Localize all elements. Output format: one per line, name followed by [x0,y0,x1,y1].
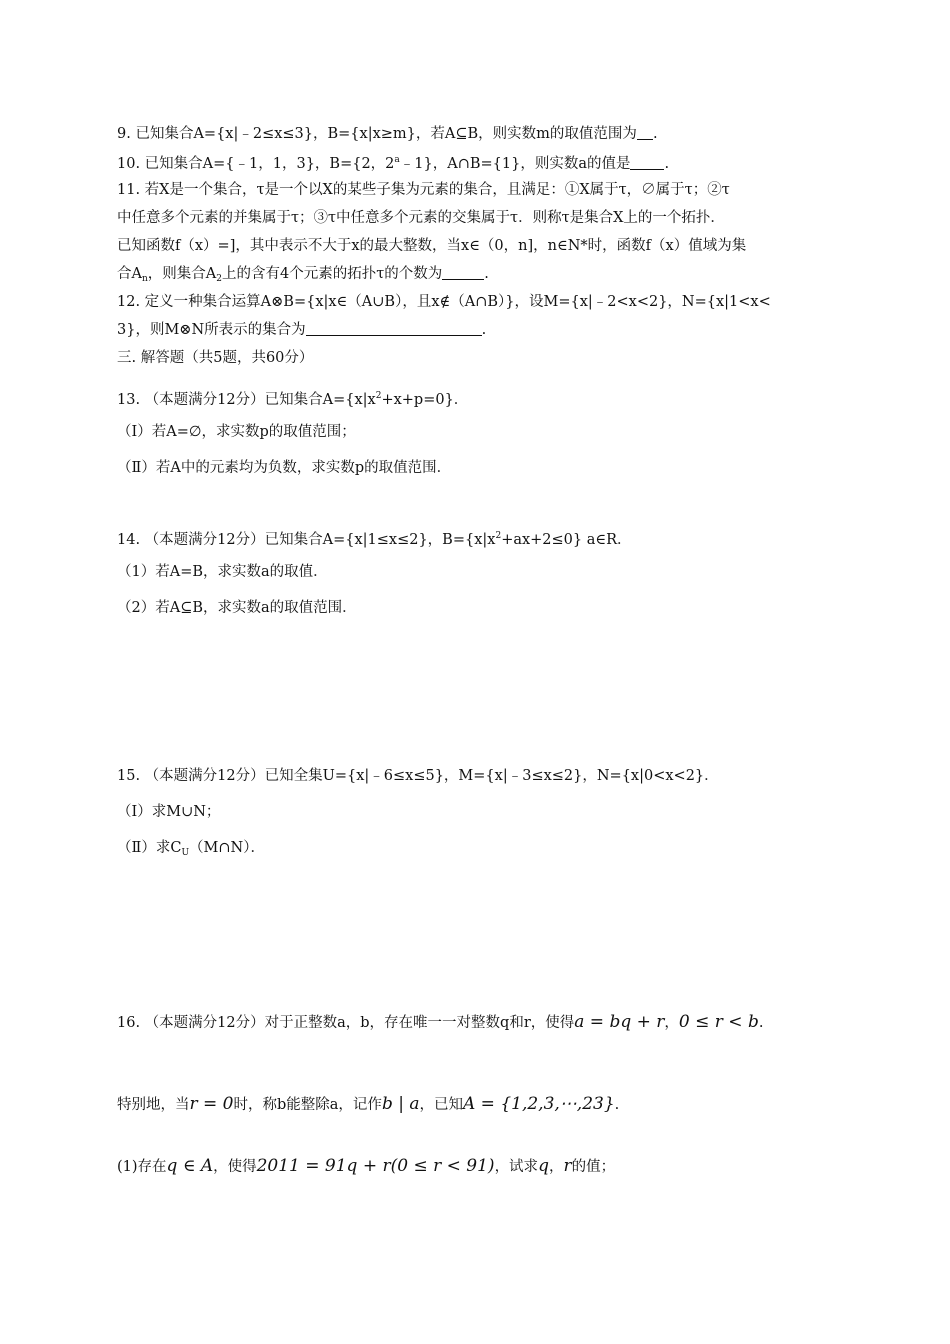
period: . [481,322,487,338]
question-15-part2 [117,838,840,863]
question-11-line1: 11. 若X是一个集合，τ是一个以X的某些子集为元素的集合，且满足：①X属于τ，∅属于τ；②τ [117,182,730,198]
formula: r = 0 [189,1094,234,1114]
formula: 2011 = 91q + r(0 ≤ r < 91) [256,1156,495,1176]
question-10 [117,150,840,174]
question-15-part1: （Ⅰ）求M∪N； [117,804,221,820]
text: （M∩N）． [189,840,265,856]
text: (1)存在 [117,1159,167,1175]
period: . [614,1097,620,1113]
text: 13. （本题满分12分）已知集合A={x|x [117,392,376,408]
answer-blank [442,265,484,280]
question-13-stem [117,386,840,410]
question-15-stem: 15. （本题满分12分）已知全集U={x|﹣6≤x≤5}，M={x|﹣3≤x≤2}，N={x|0<x<2}． [117,768,719,784]
formula: 0 ≤ r < b [678,1012,759,1032]
question-16-line2 [117,1094,840,1115]
formula: r [563,1156,572,1176]
answer-blank [630,155,664,170]
q10-text-cont: ﹣1}，A∩B={1}，则实数a的值是 [399,156,631,172]
question-14-part1: （1）若A=B，求实数a的取值． [117,564,328,580]
question-12-line2 [117,320,840,340]
formula: b | a [381,1094,420,1114]
q9-text: 9. 已知集合A={x|﹣2≤x≤3}，B={x|x≥m}，若A⊆B，则实数m的取值范围为 [117,126,637,142]
text: ，试求 [494,1159,539,1175]
question-14-stem [117,526,840,550]
text: +x+p=0}． [381,392,469,408]
period: . [652,126,658,142]
question-14-part2: （2）若A⊆B，求实数a的取值范围． [117,600,357,616]
subscript: 2 [216,274,222,284]
subscript: U [181,848,190,858]
text: ，已知 [419,1097,463,1113]
text: 的值； [571,1159,616,1175]
period: . [758,1015,764,1031]
text: ， [548,1159,564,1175]
question-11-line2: 中任意多个元素的并集属于τ；③τ中任意多个元素的交集属于τ．则称τ是集合X上的一个拓扑． [117,210,725,226]
question-11-line4 [117,264,840,289]
formula: q ∈ A [166,1156,214,1176]
exponent: 2 [375,391,382,401]
text: 特别地，当 [117,1097,190,1113]
q10-text: 10. 已知集合A={﹣1，1，3}，B={2，2 [117,156,395,172]
answer-blank [306,321,482,336]
question-16-part1 [117,1156,840,1177]
question-13-part2: （Ⅱ）若A中的元素均为负数，求实数p的取值范围． [117,460,452,476]
question-9 [117,124,840,144]
text: 时，称b能整除a，记作 [233,1097,382,1113]
exponent: 2 [495,531,502,541]
formula: q [538,1156,549,1176]
exponent: a [394,155,400,165]
period: . [484,266,489,282]
text: 14. （本题满分12分）已知集合A={x|1≤x≤2}，B={x|x [117,532,496,548]
question-13-part1: （Ⅰ）若A=∅，求实数p的取值范围； [117,424,356,440]
subscript: n [141,274,148,284]
text: ，使得 [213,1159,257,1175]
text: 上的含有4个元素的拓扑τ的个数为 [222,266,443,282]
text: +ax+2≤0} a∈R． [501,532,632,548]
section-heading: 三. 解答题（共5题，共60分） [117,350,314,366]
text: 合A [117,266,142,282]
question-16-stem [117,1012,840,1033]
text: ， [664,1015,679,1031]
question-12-line1: 12. 定义一种集合运算A⊗B={x|x∈（A∪B），且x∉（A∩B）}，设M={x|﹣2<x<2}，N={x|1<x< [117,294,771,310]
formula: A = {1,2,3,⋯,23} [463,1094,615,1114]
question-11-line3: 已知函数f（x）=]，其中表示不大于x的最大整数，当x∈（0，n]，n∈N*时，函数f（x）值域为集 [117,238,747,254]
period: . [664,156,670,172]
formula: a = bq + r [574,1012,665,1032]
answer-blank [637,125,653,140]
text: ，则集合A [147,266,217,282]
text: （Ⅱ）求C [117,840,182,856]
text: 3}，则M⊗N所表示的集合为 [117,322,306,338]
text: 16. （本题满分12分）对于正整数a，b，存在唯一一对整数q和r，使得 [117,1015,575,1031]
